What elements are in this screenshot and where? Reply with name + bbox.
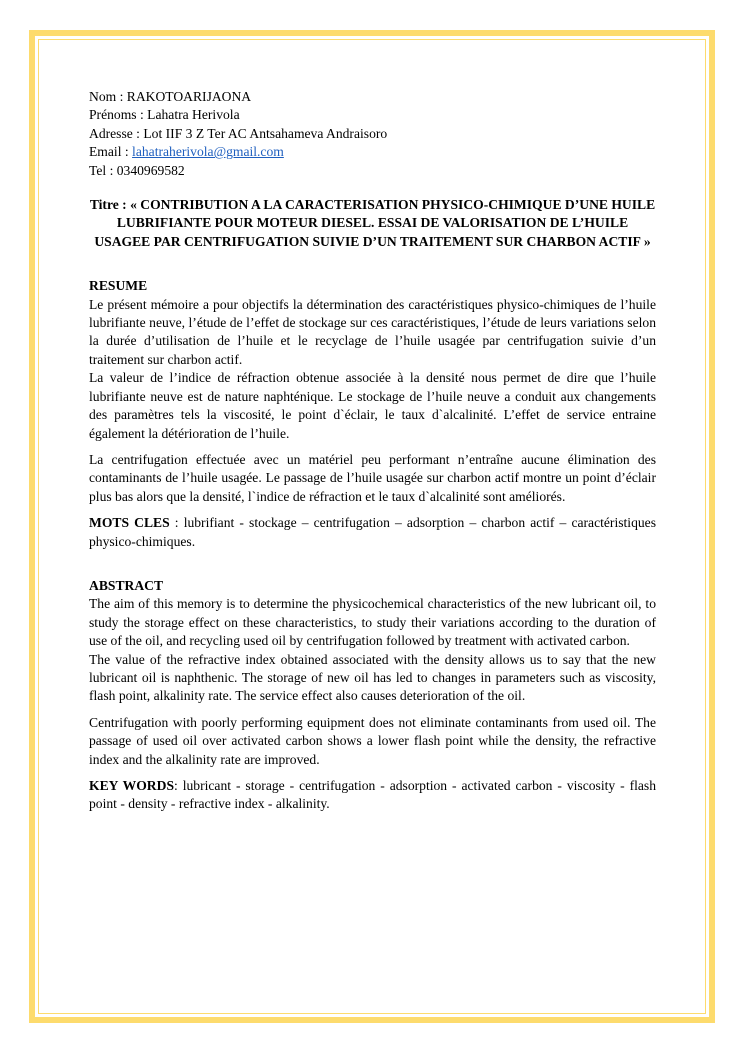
- contact-email-line: [89, 143, 656, 161]
- abstract-keywords-label: KEY WORDS: [89, 778, 175, 793]
- abstract-paragraph-3: Centrifugation with poorly performing equipment does not eliminate contaminants from used oil. The passage of used oil over activated carbon shows a lower flash point while the density, the refractive index and the alkalinity rate are improved.: [89, 714, 656, 767]
- contact-adresse: Adresse : Lot IIF 3 Z Ter AC Antsahameva Andraisoro: [89, 125, 388, 141]
- contact-tel: Tel : 0340969582: [89, 162, 185, 178]
- resume-heading: RESUME: [89, 278, 148, 294]
- abstract-keywords: [89, 777, 656, 814]
- abstract-paragraph-1: The aim of this memory is to determine the physicochemical characteristics of the new lubricant oil, to study the storage effect on these characteristics, to study their variations according to the duration of use of the oil, and recycling used oil by centrifugation followed by treatment with activated carbon.: [89, 596, 656, 649]
- resume-paragraph-3: La centrifugation effectuée avec un matériel peu performant n’entraîne aucune élimination des contaminants de l’huile usagée. Le passage de l’huile usagée sur charbon actif montre un point d’éclair plus bas alors que la densité, l`indice de réfraction et le taux d`alcalinité sont améliorés.: [89, 451, 656, 504]
- abstract-keywords-text: : lubricant - storage - centrifugation - adsorption - activated carbon - viscosity - flash point - density - refractive index - alkalinity.: [89, 778, 657, 812]
- resume-paragraph-1: Le présent mémoire a pour objectifs la détermination des caractéristiques physico-chimiques de l’huile lubrifiante neuve, l’étude de l’effet de stockage sur ces caractéristiques, l’étude de leurs variations selon la durée d’utilisation de l’huile et le recyclage de l’huile usagée par centrifugation suivie d’un traitement sur charbon actif.: [89, 296, 656, 367]
- contact-email-label: Email :: [89, 144, 133, 160]
- document-title: Titre : « CONTRIBUTION A LA CARACTERISATION PHYSICO-CHIMIQUE D’UNE HUILE LUBRIFIANTE POUR MOTEUR DIESEL. ESSAI DE VALORISATION DE L’HUILE USAGEE PAR CENTRIFUGATION SUIVIE D’UN TRAITEMENT SUR CHARBON ACTIF »: [89, 197, 656, 249]
- resume-paragraph-2: La valeur de l’indice de réfraction obtenue associée à la densité nous permet de dire que l’huile lubrifiante neuve est de nature naphténique. Le stockage de l’huile neuve a conduit aux changements des paramètres tels la viscosité, le point d`éclair, le taux d`alcalinité. L’effet de service entraine également la détérioration de l’huile.: [89, 370, 656, 441]
- abstract-heading: ABSTRACT: [89, 577, 164, 593]
- resume-keywords-label: MOTS CLES: [89, 515, 170, 531]
- email-link[interactable]: lahatraherivola@gmail.com: [132, 144, 284, 160]
- contact-block: [89, 88, 656, 180]
- resume-keywords-text: : lubrifiant - stockage – centrifugation – adsorption – charbon actif – caractéristiques physico-chimiques.: [89, 515, 656, 549]
- resume-keywords: [89, 514, 656, 551]
- abstract-paragraph-2: The value of the refractive index obtained associated with the density allows us to say that the new lubricant oil is naphthenic. The storage of new oil has led to changes in parameters such as viscosity, flash point, alkalinity rate. The service effect also causes deterioration of the oil.: [89, 651, 656, 704]
- contact-prenoms: Prénoms : Lahatra Herivola: [89, 107, 240, 123]
- contact-nom: Nom : RAKOTOARIJAONA: [89, 89, 252, 104]
- abstract-section: [89, 577, 656, 814]
- document-body: [89, 88, 656, 814]
- resume-section: [89, 277, 656, 551]
